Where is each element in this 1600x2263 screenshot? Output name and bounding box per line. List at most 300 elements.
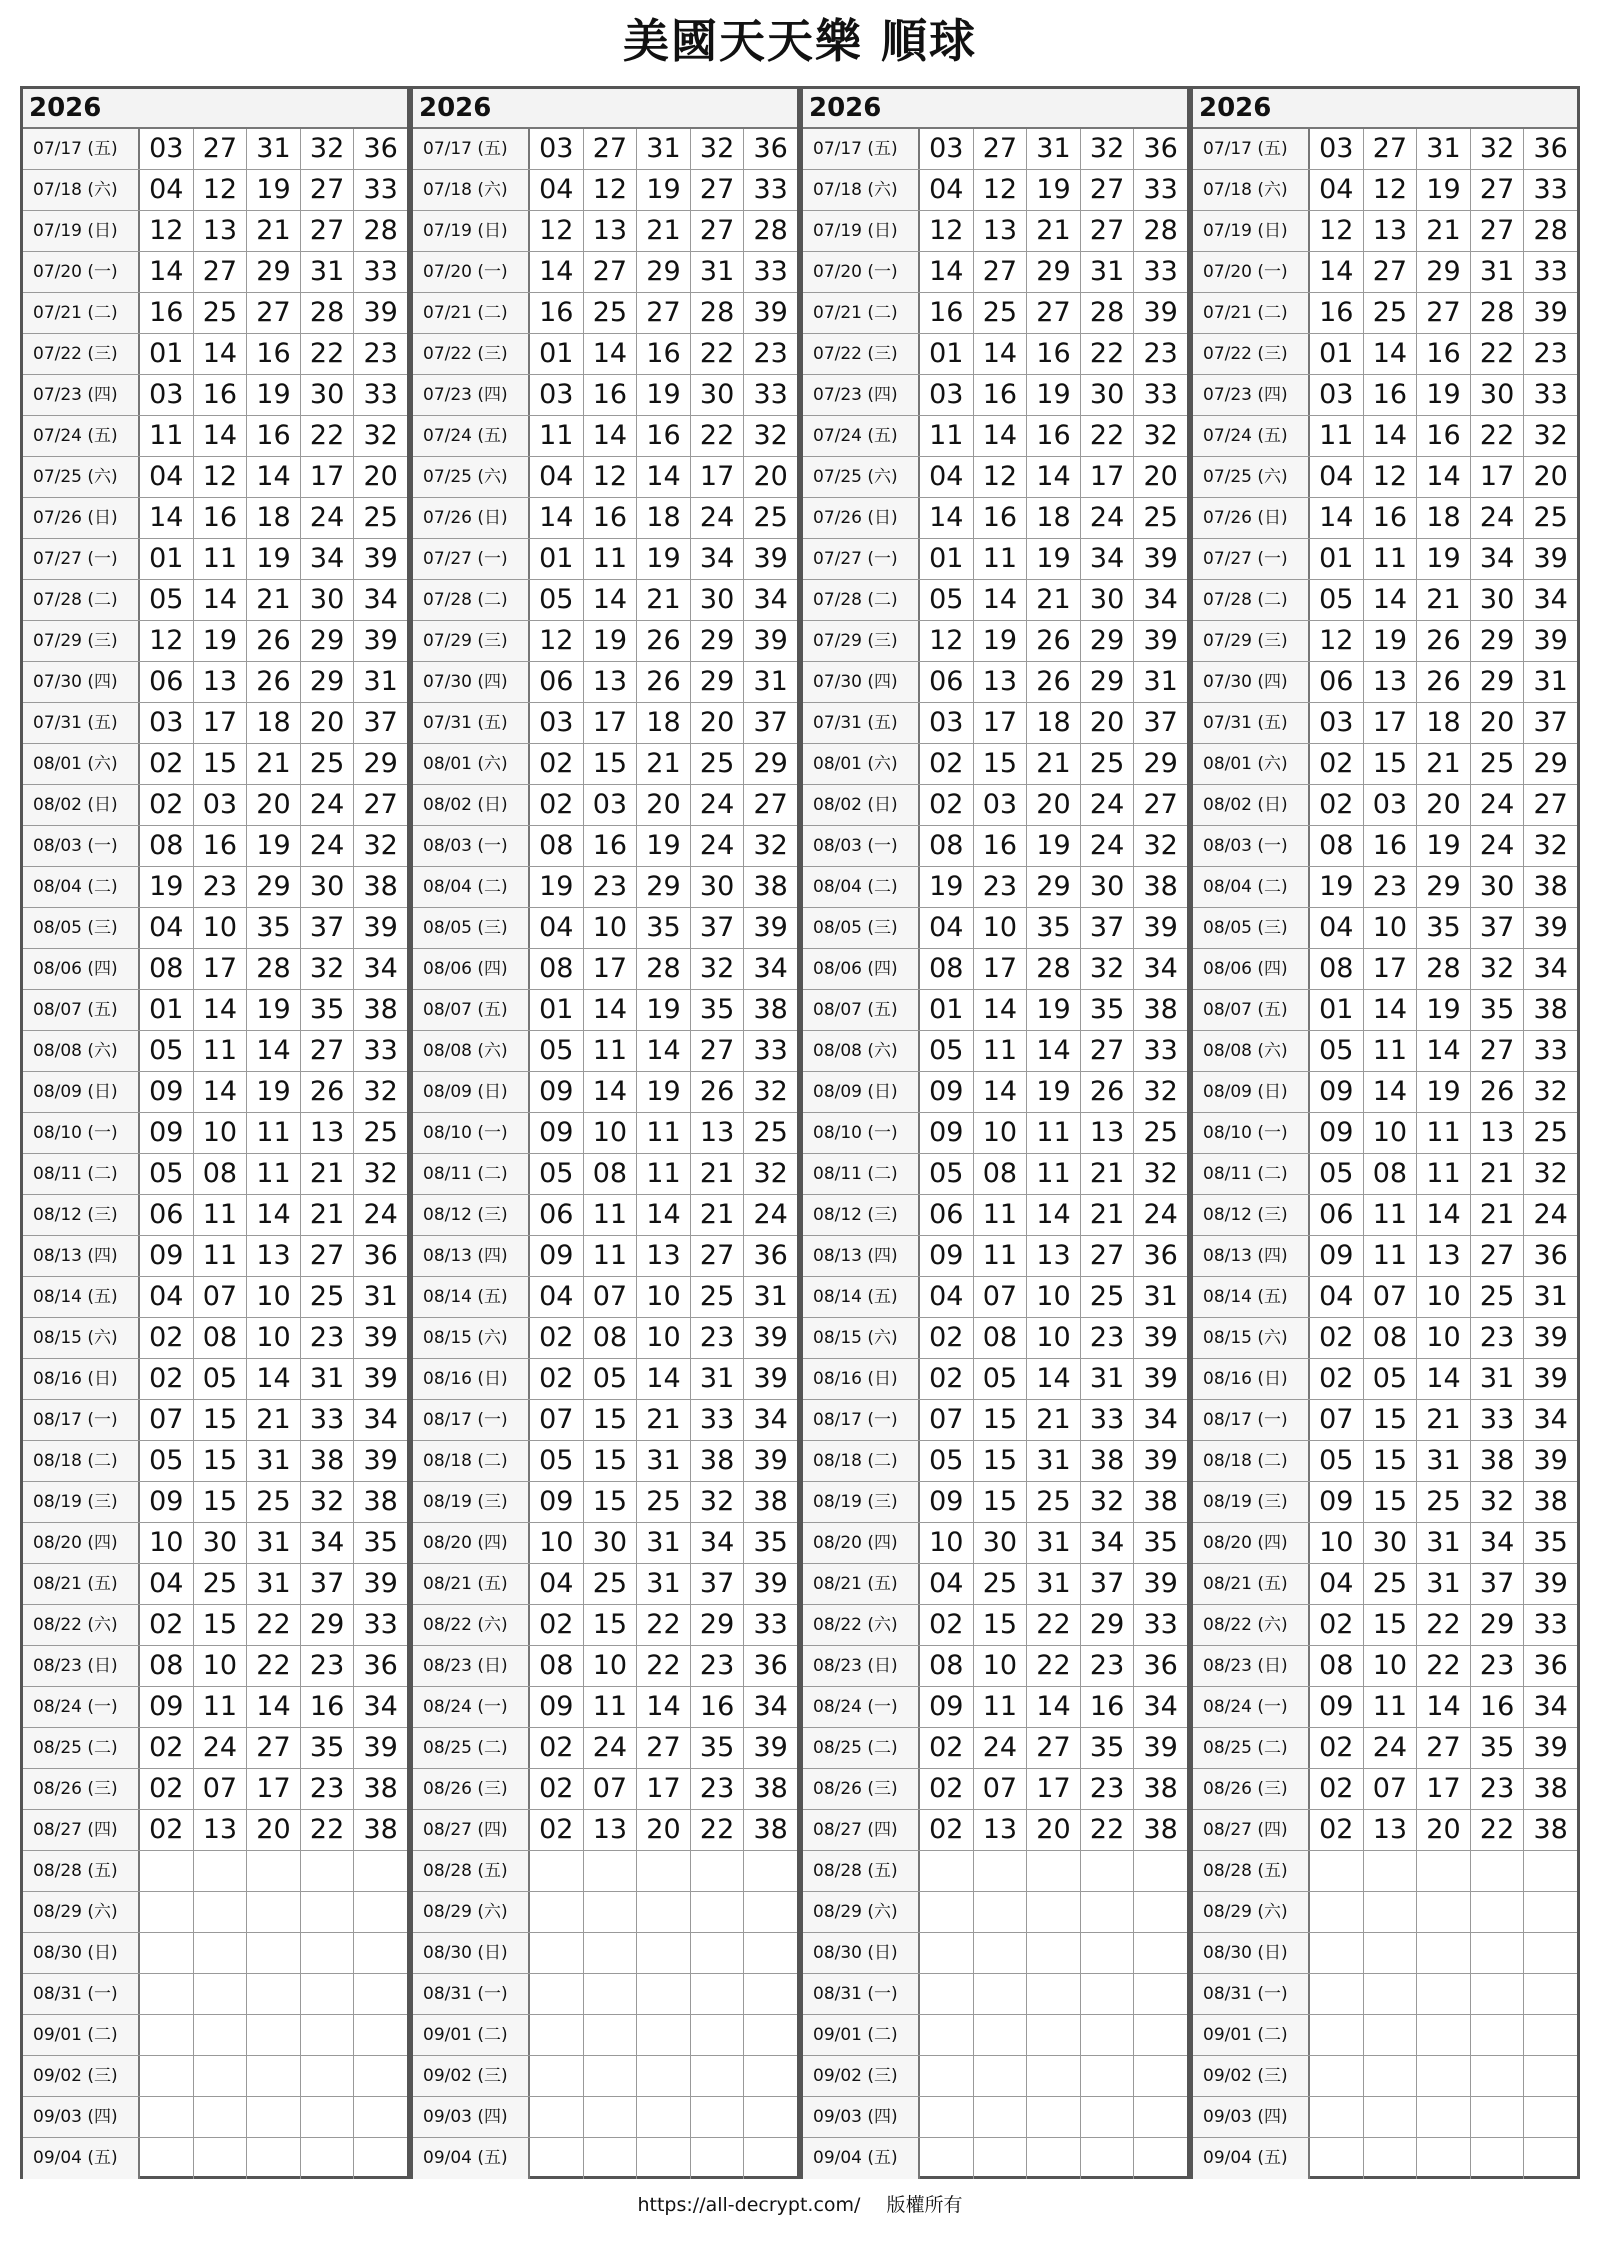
table-row — [1193, 2056, 1577, 2097]
table-row — [803, 2097, 1187, 2138]
table-row — [23, 457, 407, 498]
draw-number: 29 — [1143, 748, 1178, 779]
table-row — [23, 1564, 407, 1605]
draw-number: 02 — [1310, 744, 1364, 784]
table-row — [413, 1277, 797, 1318]
draw-number — [530, 2015, 584, 2055]
draw-number — [1524, 2015, 1577, 2055]
draw-number: 14 — [1364, 1072, 1418, 1112]
results-panel — [1190, 86, 1580, 2179]
table-row — [803, 908, 1187, 949]
draw-number: 14 — [1364, 580, 1418, 620]
draw-number: 16 — [301, 1687, 355, 1727]
draw-number: 29 — [1533, 748, 1568, 779]
draw-number: 12 — [1364, 457, 1418, 497]
draw-date: 07/17 (五) — [23, 129, 140, 169]
table-row — [803, 1236, 1187, 1277]
draw-number: 15 — [584, 1605, 638, 1645]
draw-number: 37 — [691, 908, 745, 948]
draw-number: 02 — [530, 1769, 584, 1809]
draw-number: 27 — [637, 293, 691, 333]
draw-date: 08/01 (六) — [1193, 744, 1310, 784]
draw-rows — [413, 129, 797, 2179]
draw-number: 14 — [194, 1072, 248, 1112]
table-row — [1193, 1892, 1577, 1933]
draw-date: 08/16 (日) — [23, 1359, 140, 1399]
draw-number: 24 — [974, 1728, 1028, 1768]
draw-number — [1364, 2056, 1418, 2096]
draw-number: 16 — [637, 334, 691, 374]
table-row — [413, 580, 797, 621]
draw-number: 11 — [1364, 1687, 1418, 1727]
draw-number: 19 — [1417, 1072, 1471, 1112]
draw-number: 15 — [1364, 1482, 1418, 1522]
draw-number — [920, 1974, 974, 2014]
draw-number: 21 — [691, 1154, 745, 1194]
draw-number: 28 — [1471, 293, 1525, 333]
draw-number: 28 — [637, 949, 691, 989]
draw-date: 07/28 (二) — [1193, 580, 1310, 620]
draw-number: 27 — [753, 789, 788, 820]
draw-number: 26 — [1417, 621, 1471, 661]
draw-number: 25 — [974, 1564, 1028, 1604]
draw-number — [530, 1974, 584, 2014]
draw-number: 09 — [140, 1687, 194, 1727]
draw-date: 08/09 (日) — [803, 1072, 920, 1112]
draw-number: 05 — [530, 1441, 584, 1481]
draw-number: 32 — [753, 420, 788, 451]
draw-number: 30 — [301, 375, 355, 415]
draw-rows — [1193, 129, 1577, 2179]
draw-number: 25 — [691, 1277, 745, 1317]
year-header: 2026 — [803, 89, 1187, 129]
table-row — [1193, 2097, 1577, 2138]
draw-number — [637, 2015, 691, 2055]
draw-number: 11 — [247, 1113, 301, 1153]
draw-date: 08/23 (日) — [803, 1646, 920, 1686]
draw-number: 39 — [1143, 1363, 1178, 1394]
table-row — [413, 1810, 797, 1851]
table-row — [803, 1728, 1187, 1769]
draw-number: 39 — [363, 1363, 398, 1394]
draw-number: 36 — [1143, 1240, 1178, 1271]
draw-number: 20 — [363, 461, 398, 492]
draw-number: 32 — [1533, 1158, 1568, 1189]
table-row — [1193, 2138, 1577, 2179]
draw-number: 18 — [247, 703, 301, 743]
draw-date: 07/22 (三) — [23, 334, 140, 374]
draw-date: 08/16 (日) — [1193, 1359, 1310, 1399]
draw-number: 31 — [363, 1281, 398, 1312]
draw-number: 23 — [1533, 338, 1568, 369]
table-row — [413, 539, 797, 580]
draw-number: 02 — [920, 1728, 974, 1768]
draw-number: 26 — [1471, 1072, 1525, 1112]
draw-number: 14 — [530, 498, 584, 538]
draw-number: 20 — [1081, 703, 1135, 743]
draw-number: 20 — [247, 1810, 301, 1850]
table-row — [413, 1031, 797, 1072]
draw-number: 02 — [140, 1605, 194, 1645]
draw-number: 25 — [247, 1482, 301, 1522]
draw-number: 19 — [1027, 539, 1081, 579]
draw-number — [301, 1974, 355, 2014]
draw-date: 07/19 (日) — [803, 211, 920, 251]
draw-number: 34 — [691, 1523, 745, 1563]
draw-number: 29 — [691, 1605, 745, 1645]
table-row — [1193, 1236, 1577, 1277]
draw-number — [1417, 2015, 1471, 2055]
draw-number: 38 — [363, 1486, 398, 1517]
draw-number — [1134, 1974, 1187, 2014]
draw-number: 22 — [691, 416, 745, 456]
draw-number: 34 — [753, 1404, 788, 1435]
draw-number — [1471, 1851, 1525, 1891]
draw-number: 16 — [247, 416, 301, 456]
draw-number: 05 — [530, 1031, 584, 1071]
draw-number: 21 — [247, 744, 301, 784]
draw-number: 06 — [140, 1195, 194, 1235]
draw-number: 17 — [247, 1769, 301, 1809]
draw-number: 09 — [920, 1113, 974, 1153]
table-row — [413, 1769, 797, 1810]
draw-number: 24 — [194, 1728, 248, 1768]
draw-number: 29 — [691, 662, 745, 702]
draw-number: 30 — [301, 867, 355, 907]
table-row — [23, 990, 407, 1031]
draw-number — [1417, 1851, 1471, 1891]
draw-number: 31 — [1027, 1564, 1081, 1604]
draw-number: 15 — [974, 1400, 1028, 1440]
draw-number: 19 — [920, 867, 974, 907]
draw-date: 07/27 (一) — [803, 539, 920, 579]
draw-number: 36 — [363, 1240, 398, 1271]
table-row — [23, 1441, 407, 1482]
draw-number: 32 — [1533, 1076, 1568, 1107]
draw-number: 06 — [530, 662, 584, 702]
draw-number: 04 — [920, 457, 974, 497]
draw-number: 16 — [974, 826, 1028, 866]
table-row — [1193, 252, 1577, 293]
draw-number: 08 — [530, 949, 584, 989]
draw-number: 25 — [1417, 1482, 1471, 1522]
draw-number — [1524, 2138, 1577, 2179]
table-row — [23, 867, 407, 908]
draw-date: 08/29 (六) — [803, 1892, 920, 1932]
draw-number: 16 — [194, 498, 248, 538]
draw-number: 24 — [691, 826, 745, 866]
draw-number: 05 — [1310, 1154, 1364, 1194]
draw-date: 09/03 (四) — [803, 2097, 920, 2137]
draw-number — [194, 2015, 248, 2055]
draw-number: 02 — [530, 1318, 584, 1358]
draw-number: 27 — [1143, 789, 1178, 820]
draw-number: 37 — [691, 1564, 745, 1604]
draw-number: 23 — [301, 1646, 355, 1686]
draw-number: 16 — [1364, 498, 1418, 538]
draw-number: 11 — [637, 1113, 691, 1153]
draw-number: 36 — [1143, 1650, 1178, 1681]
table-row — [23, 1318, 407, 1359]
draw-number: 14 — [247, 1359, 301, 1399]
table-row — [803, 1523, 1187, 1564]
draw-date: 08/31 (一) — [23, 1974, 140, 2014]
table-row — [803, 1810, 1187, 1851]
draw-date: 08/15 (六) — [1193, 1318, 1310, 1358]
draw-number: 39 — [1143, 625, 1178, 656]
draw-number: 13 — [1471, 1113, 1525, 1153]
draw-number: 25 — [974, 293, 1028, 333]
draw-number — [974, 2138, 1028, 2179]
draw-date: 08/28 (五) — [1193, 1851, 1310, 1891]
draw-number — [744, 2097, 797, 2137]
draw-number — [194, 1892, 248, 1932]
draw-number: 11 — [974, 539, 1028, 579]
table-row — [413, 703, 797, 744]
draw-date: 08/04 (二) — [1193, 867, 1310, 907]
draw-number: 05 — [920, 1154, 974, 1194]
draw-number: 02 — [530, 1359, 584, 1399]
draw-number: 26 — [1081, 1072, 1135, 1112]
draw-number: 22 — [1417, 1605, 1471, 1645]
draw-date: 07/25 (六) — [413, 457, 530, 497]
draw-number: 26 — [637, 621, 691, 661]
draw-number — [1134, 2056, 1187, 2096]
table-row — [1193, 621, 1577, 662]
draw-date: 08/13 (四) — [803, 1236, 920, 1276]
draw-number — [1310, 1851, 1364, 1891]
draw-date: 08/08 (六) — [1193, 1031, 1310, 1071]
table-row — [23, 580, 407, 621]
draw-number: 32 — [301, 129, 355, 169]
table-row — [23, 416, 407, 457]
table-row — [1193, 170, 1577, 211]
draw-number: 05 — [1310, 1031, 1364, 1071]
draw-date: 08/30 (日) — [23, 1933, 140, 1973]
draw-date: 07/25 (六) — [23, 457, 140, 497]
draw-date: 07/31 (五) — [23, 703, 140, 743]
draw-number: 15 — [974, 744, 1028, 784]
draw-date: 07/29 (三) — [1193, 621, 1310, 661]
table-row — [413, 1687, 797, 1728]
draw-number: 39 — [363, 912, 398, 943]
draw-number — [691, 1933, 745, 1973]
draw-number: 12 — [1364, 170, 1418, 210]
draw-number: 28 — [363, 215, 398, 246]
table-row — [1193, 1933, 1577, 1974]
draw-number: 03 — [140, 375, 194, 415]
draw-number: 39 — [753, 1363, 788, 1394]
draw-number — [920, 1892, 974, 1932]
draw-number: 32 — [363, 830, 398, 861]
draw-date: 08/15 (六) — [803, 1318, 920, 1358]
draw-number: 35 — [691, 1728, 745, 1768]
draw-number — [920, 1851, 974, 1891]
draw-date: 07/23 (四) — [1193, 375, 1310, 415]
draw-number: 10 — [194, 1113, 248, 1153]
draw-number: 35 — [1081, 990, 1135, 1030]
table-row — [1193, 1400, 1577, 1441]
draw-number — [744, 1974, 797, 2014]
draw-number: 30 — [1081, 375, 1135, 415]
draw-number: 21 — [637, 1400, 691, 1440]
draw-number: 27 — [194, 129, 248, 169]
draw-date: 07/25 (六) — [1193, 457, 1310, 497]
draw-date: 07/30 (四) — [23, 662, 140, 702]
draw-number — [140, 1933, 194, 1973]
draw-number: 03 — [530, 129, 584, 169]
draw-date: 09/02 (三) — [803, 2056, 920, 2096]
draw-date: 08/30 (日) — [1193, 1933, 1310, 1973]
draw-number: 01 — [920, 539, 974, 579]
draw-date: 08/05 (三) — [413, 908, 530, 948]
draw-number: 13 — [637, 1236, 691, 1276]
draw-number: 17 — [637, 1769, 691, 1809]
draw-number: 27 — [1027, 293, 1081, 333]
draw-date: 08/19 (三) — [413, 1482, 530, 1522]
draw-number: 12 — [194, 170, 248, 210]
draw-number: 07 — [194, 1769, 248, 1809]
draw-number: 16 — [1364, 826, 1418, 866]
draw-number: 17 — [1364, 949, 1418, 989]
draw-date: 09/02 (三) — [1193, 2056, 1310, 2096]
draw-number: 16 — [530, 293, 584, 333]
table-row — [413, 252, 797, 293]
table-row — [413, 908, 797, 949]
draw-number: 31 — [1143, 666, 1178, 697]
table-row — [1193, 1154, 1577, 1195]
draw-number: 33 — [1471, 1400, 1525, 1440]
draw-date: 08/24 (一) — [413, 1687, 530, 1727]
draw-number: 35 — [1533, 1527, 1568, 1558]
table-row — [413, 867, 797, 908]
draw-number: 15 — [1364, 1605, 1418, 1645]
table-row — [23, 1072, 407, 1113]
draw-number — [584, 2138, 638, 2179]
draw-number: 25 — [301, 1277, 355, 1317]
draw-number: 30 — [691, 580, 745, 620]
draw-number: 22 — [1027, 1605, 1081, 1645]
table-row — [1193, 293, 1577, 334]
draw-number: 22 — [301, 334, 355, 374]
draw-number — [1081, 2015, 1135, 2055]
draw-number: 16 — [637, 416, 691, 456]
draw-number: 39 — [1533, 1363, 1568, 1394]
draw-number: 08 — [194, 1154, 248, 1194]
draw-number: 19 — [247, 170, 301, 210]
draw-number: 39 — [1143, 912, 1178, 943]
draw-date: 07/25 (六) — [803, 457, 920, 497]
draw-number: 05 — [530, 580, 584, 620]
table-row — [23, 1359, 407, 1400]
draw-date: 08/22 (六) — [1193, 1605, 1310, 1645]
draw-number: 19 — [1417, 375, 1471, 415]
draw-number: 23 — [974, 867, 1028, 907]
draw-number: 08 — [584, 1318, 638, 1358]
draw-number: 19 — [1417, 990, 1471, 1030]
table-row — [803, 1113, 1187, 1154]
draw-number: 37 — [1471, 908, 1525, 948]
draw-number: 06 — [140, 662, 194, 702]
draw-number: 21 — [637, 580, 691, 620]
draw-number: 21 — [637, 211, 691, 251]
table-row — [23, 2015, 407, 2056]
table-row — [413, 662, 797, 703]
draw-number: 38 — [1533, 994, 1568, 1025]
draw-number: 09 — [530, 1236, 584, 1276]
draw-number: 08 — [584, 1154, 638, 1194]
draw-number: 21 — [247, 580, 301, 620]
draw-number — [920, 2097, 974, 2137]
draw-number: 22 — [301, 1810, 355, 1850]
draw-number: 04 — [1310, 170, 1364, 210]
draw-number: 25 — [1364, 1564, 1418, 1604]
draw-number: 16 — [1417, 416, 1471, 456]
draw-number: 28 — [691, 293, 745, 333]
draw-number: 02 — [1310, 1359, 1364, 1399]
draw-number: 14 — [974, 416, 1028, 456]
draw-number — [584, 1933, 638, 1973]
draw-number: 08 — [140, 949, 194, 989]
draw-number: 24 — [363, 1199, 398, 1230]
draw-number — [194, 2097, 248, 2137]
draw-date: 07/30 (四) — [803, 662, 920, 702]
draw-number — [140, 1892, 194, 1932]
table-row — [413, 293, 797, 334]
draw-date: 09/04 (五) — [23, 2138, 140, 2179]
table-row — [23, 1974, 407, 2015]
draw-number: 23 — [1471, 1318, 1525, 1358]
draw-date: 08/26 (三) — [1193, 1769, 1310, 1809]
draw-rows — [803, 129, 1187, 2179]
draw-number: 12 — [974, 170, 1028, 210]
table-row — [23, 785, 407, 826]
draw-number: 33 — [1081, 1400, 1135, 1440]
draw-number: 32 — [1471, 1482, 1525, 1522]
draw-number: 17 — [194, 949, 248, 989]
draw-number: 31 — [1471, 1359, 1525, 1399]
table-row — [23, 2138, 407, 2179]
draw-number: 39 — [1533, 1322, 1568, 1353]
draw-number: 04 — [1310, 1277, 1364, 1317]
draw-number: 13 — [194, 662, 248, 702]
draw-number: 16 — [194, 375, 248, 415]
draw-number: 24 — [1081, 785, 1135, 825]
draw-number: 02 — [920, 785, 974, 825]
table-row — [803, 1892, 1187, 1933]
draw-number: 14 — [1364, 334, 1418, 374]
draw-number: 09 — [1310, 1482, 1364, 1522]
table-row — [23, 1195, 407, 1236]
draw-number: 08 — [920, 826, 974, 866]
draw-date: 08/09 (日) — [1193, 1072, 1310, 1112]
draw-number: 07 — [140, 1400, 194, 1440]
draw-number: 14 — [974, 334, 1028, 374]
draw-number: 13 — [974, 662, 1028, 702]
draw-date: 08/15 (六) — [413, 1318, 530, 1358]
draw-number: 29 — [301, 662, 355, 702]
draw-date: 08/06 (四) — [1193, 949, 1310, 989]
draw-number: 26 — [247, 621, 301, 661]
draw-number — [974, 2097, 1028, 2137]
draw-number: 09 — [1310, 1236, 1364, 1276]
draw-number — [354, 1851, 407, 1891]
draw-date: 09/04 (五) — [413, 2138, 530, 2179]
draw-number: 19 — [194, 621, 248, 661]
draw-number — [1471, 2138, 1525, 2179]
draw-date: 08/07 (五) — [23, 990, 140, 1030]
draw-number: 31 — [637, 1523, 691, 1563]
